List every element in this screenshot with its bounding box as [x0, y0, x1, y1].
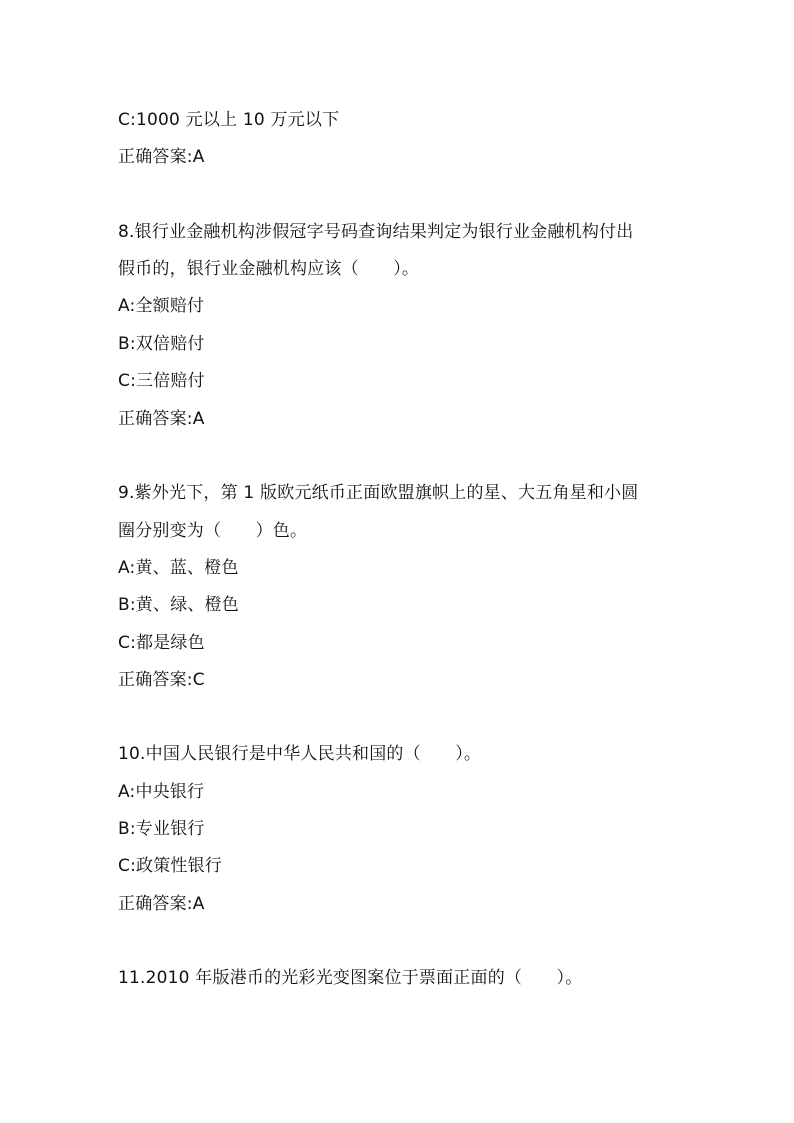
q8-stem-line1: 8.银行业金融机构涉假冠字号码查询结果判定为银行业金融机构付出 [118, 222, 634, 242]
q8-option-c: C:三倍赔付 [118, 371, 205, 391]
q10-option-c: C:政策性银行 [118, 856, 222, 876]
q9-stem-line2: 圈分别变为（ ）色。 [118, 521, 308, 541]
q8-option-a: A:全额赔付 [118, 296, 205, 316]
q9-stem-line1: 9.紫外光下，第 1 版欧元纸币正面欧盟旗帜上的星、大五角星和小圆 [118, 483, 639, 503]
q11-stem-line1: 11.2010 年版港币的光彩光变图案位于票面正面的（ ）。 [118, 968, 583, 988]
q10-stem-line1: 10.中国人民银行是中华人民共和国的（ ）。 [118, 744, 482, 764]
q9-option-a: A:黄、蓝、橙色 [118, 558, 239, 578]
q10-answer: 正确答案:A [118, 894, 205, 914]
q8-stem-line2: 假币的，银行业金融机构应该（ ）。 [118, 259, 420, 279]
q8-answer: 正确答案:A [118, 409, 205, 429]
q9-option-b: B:黄、绿、橙色 [118, 595, 239, 615]
q7-option-c: C:1000 元以上 10 万元以下 [118, 110, 340, 130]
q7-answer: 正确答案:A [118, 147, 205, 167]
q9-option-c: C:都是绿色 [118, 633, 205, 653]
q10-option-b: B:专业银行 [118, 819, 205, 839]
q9-answer: 正确答案:C [118, 670, 205, 690]
q10-option-a: A:中央银行 [118, 782, 205, 802]
q8-option-b: B:双倍赔付 [118, 334, 205, 354]
